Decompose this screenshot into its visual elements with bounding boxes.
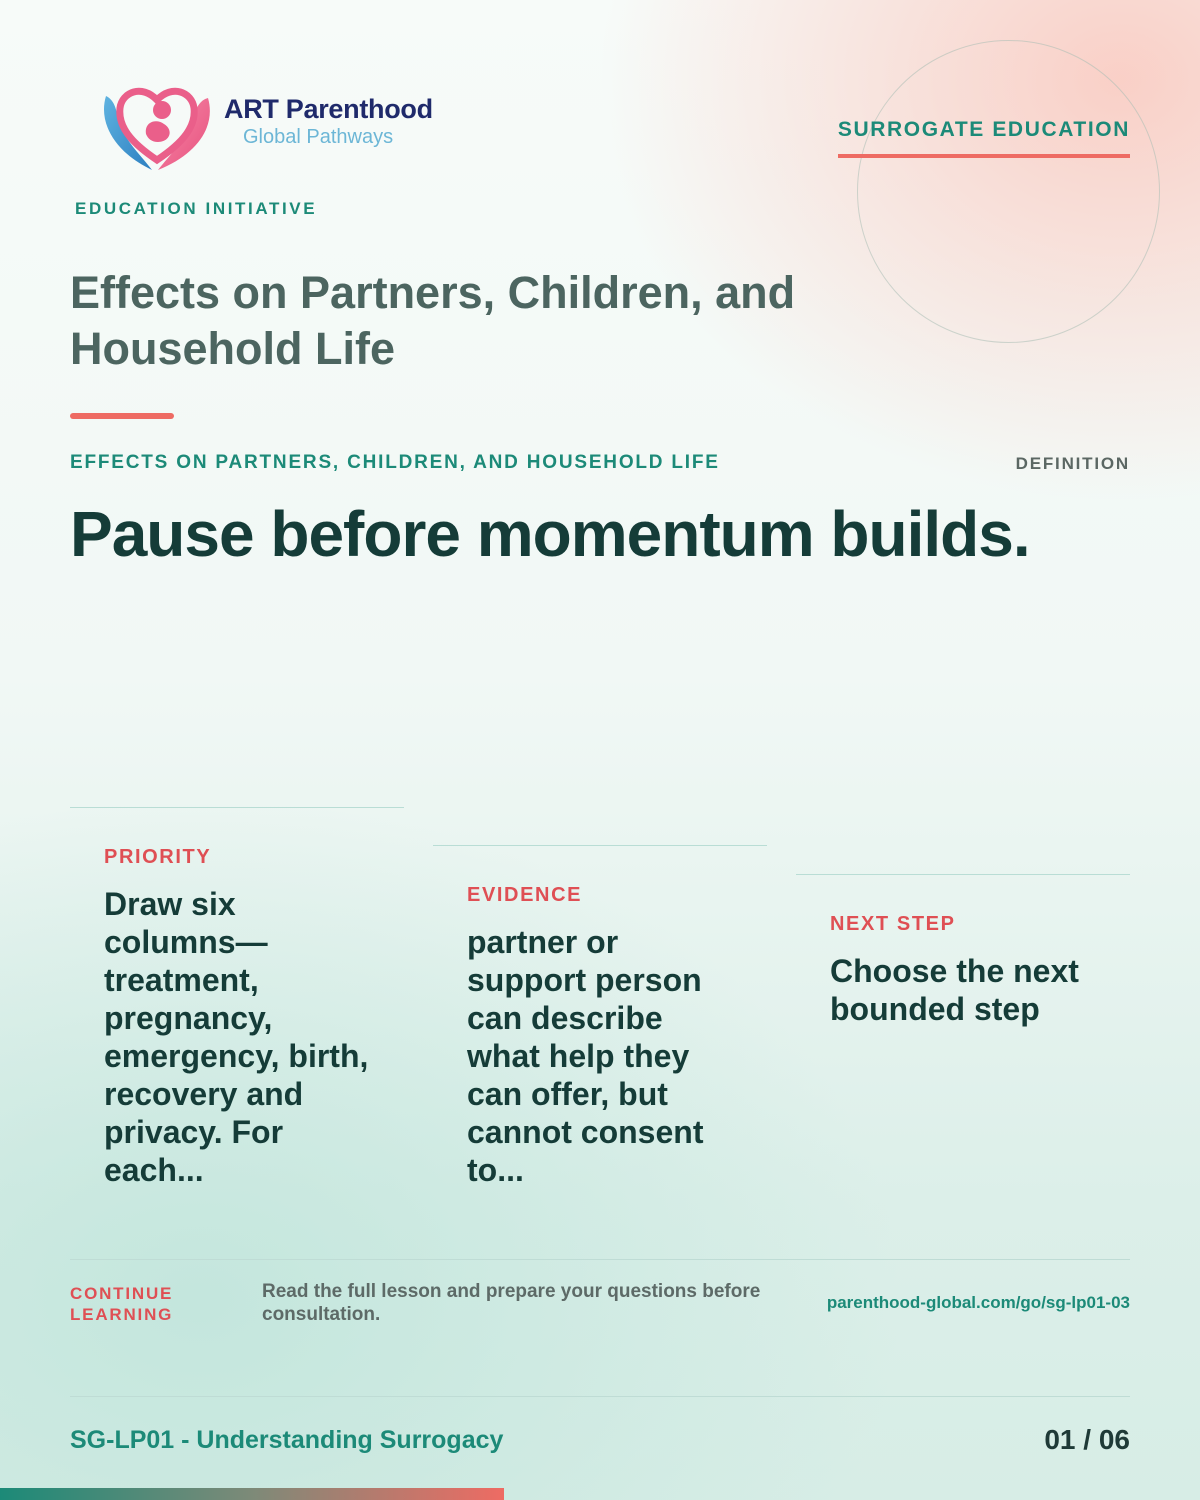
next-step-card [796, 874, 1130, 1028]
decorative-circle [857, 40, 1160, 343]
category-label: SURROGATE EDUCATION [838, 118, 1130, 158]
lesson-link[interactable]: parenthood-global.com/go/sg-lp01-03 [826, 1293, 1130, 1312]
evidence-card [433, 845, 767, 1189]
brand-name: ART Parenthood [224, 94, 433, 124]
heart-hands-baby-icon [100, 74, 214, 174]
priority-card [70, 807, 404, 1189]
course-code: SG-LP01 - Understanding Surrogacy [70, 1426, 504, 1454]
continue-text: Read the full lesson and prepare your questions before consultation. [262, 1281, 761, 1325]
divider [70, 1396, 1130, 1397]
brand-subtitle: Global Pathways [243, 126, 394, 148]
card-body: partner or support person can describe what help they can offer, but cannot consent to... [467, 924, 704, 1188]
card-label: EVIDENCE [467, 884, 583, 906]
divider [70, 1259, 1130, 1260]
card-label: PRIORITY [104, 846, 212, 868]
continue-label: CONTINUE LEARNING [70, 1284, 174, 1324]
kicker-label: EDUCATION INITIATIVE [75, 199, 318, 218]
bottom-accent-bar [0, 1488, 504, 1500]
card-body: Draw six columns—treatment, pregnancy, emergency, birth, recovery and privacy. For each... [104, 886, 369, 1188]
section-label: EFFECTS ON PARTNERS, CHILDREN, AND HOUSEHOLD LIFE [70, 452, 720, 473]
section-type-label: DEFINITION [1015, 454, 1130, 473]
title-accent-rule [70, 413, 174, 419]
card-body: Choose the next bounded step [830, 953, 1079, 1027]
headline: Pause before momentum builds. [70, 498, 1030, 570]
card-label: NEXT STEP [830, 913, 956, 935]
page-title: Effects on Partners, Children, and Household Life [70, 267, 796, 374]
page-number: 01 / 06 [1044, 1424, 1130, 1455]
